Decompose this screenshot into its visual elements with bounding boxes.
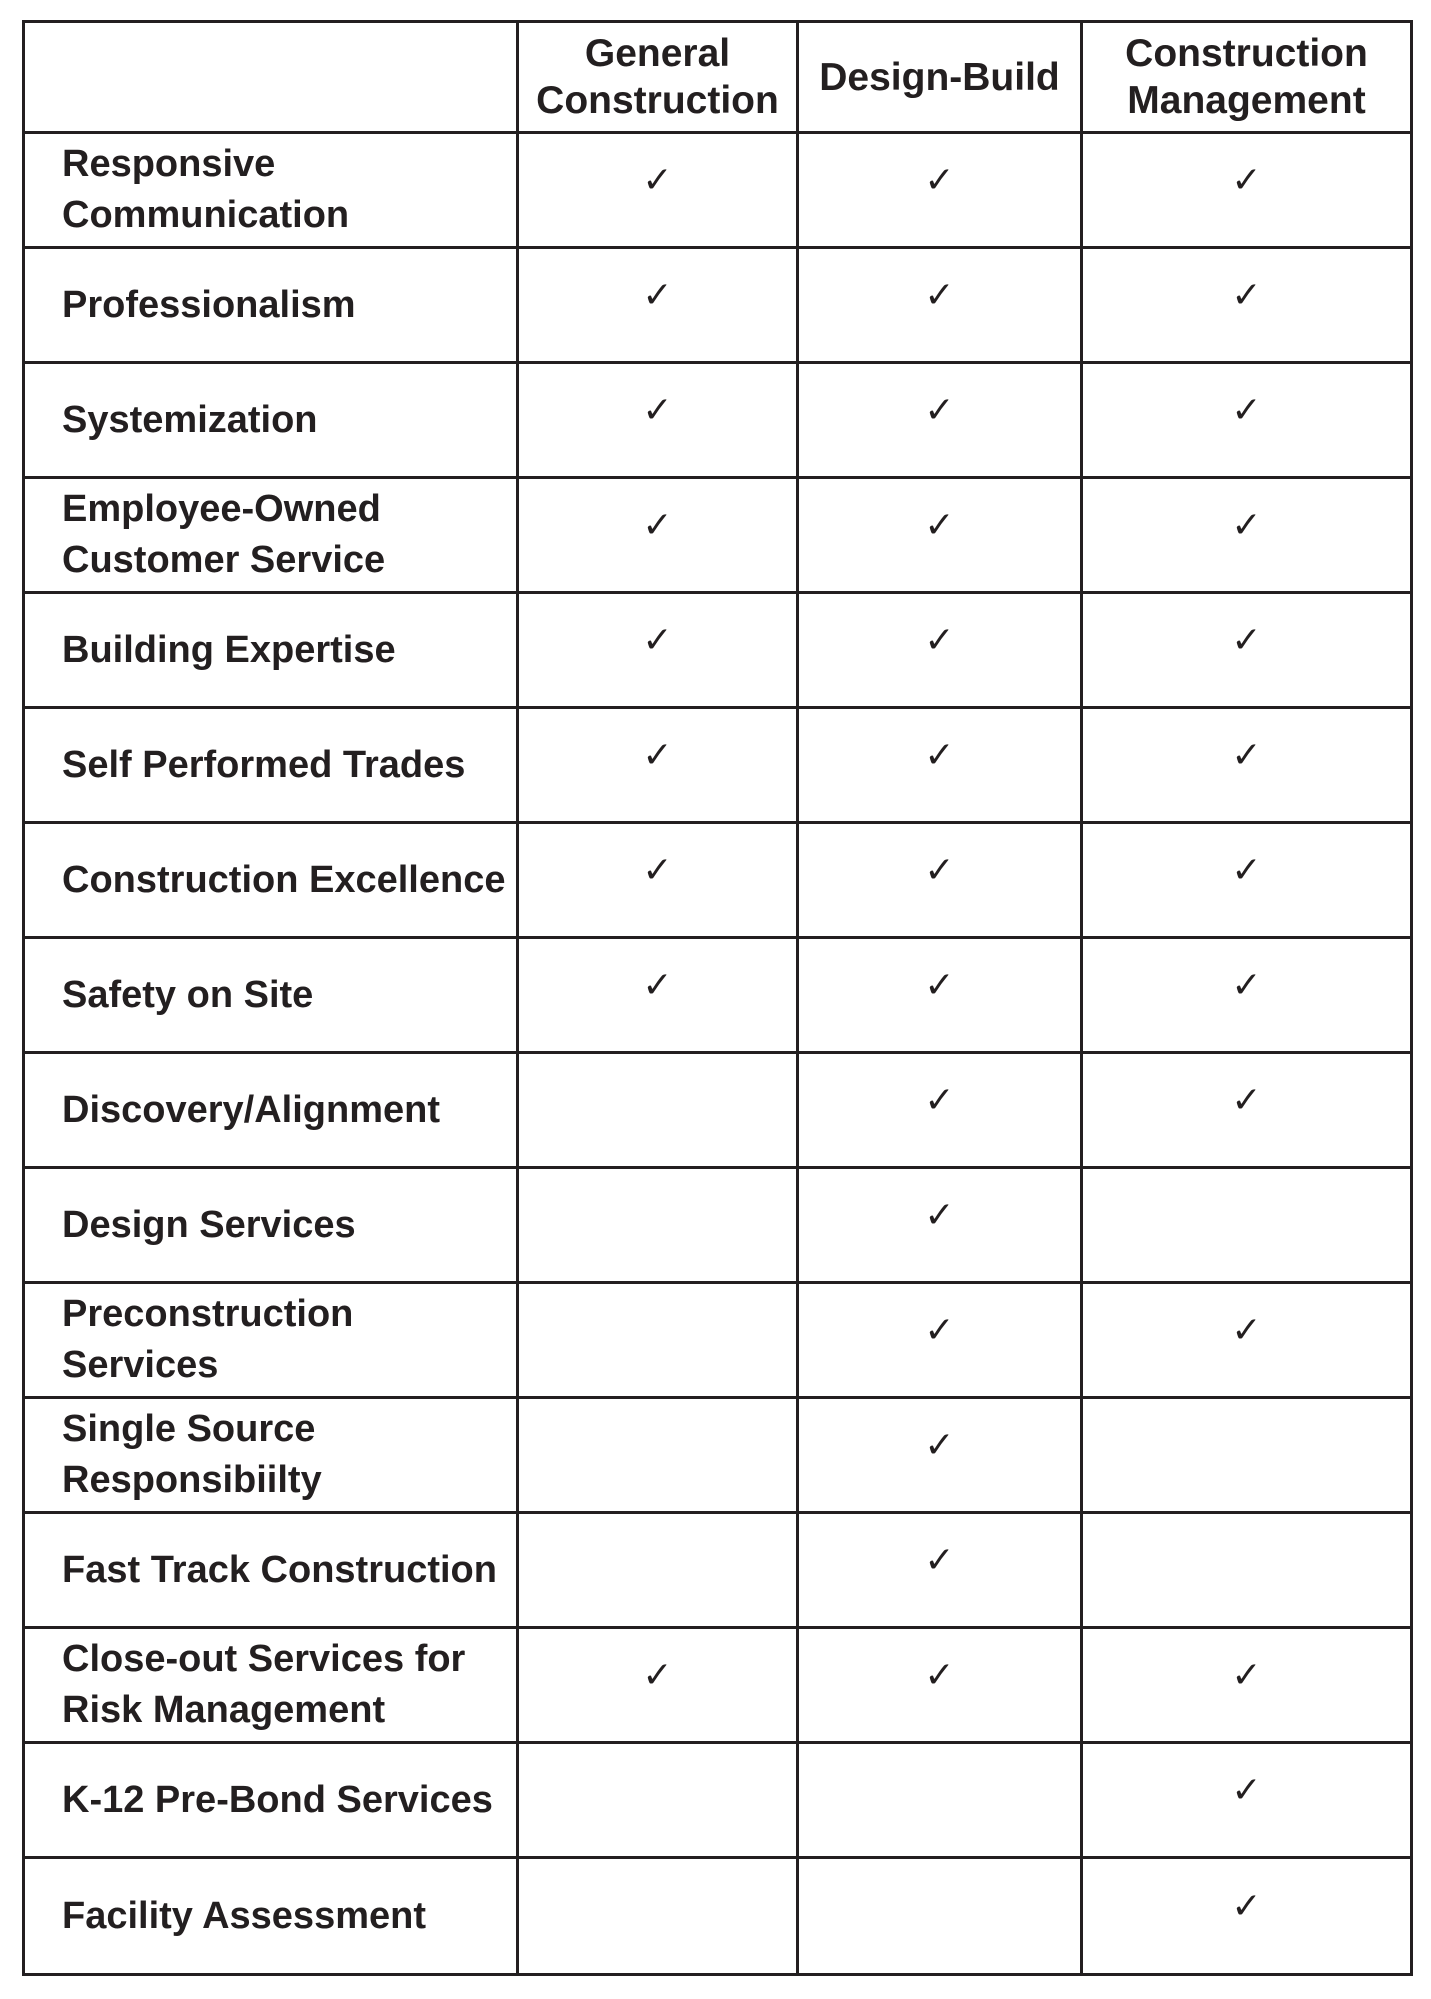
row-feature-label: [24, 1513, 518, 1628]
cell-construction-management: [1082, 1513, 1412, 1628]
checkmark-icon: ✓: [1231, 1655, 1262, 1696]
checkmark-icon: ✓: [1231, 160, 1262, 201]
cell-general-construction: [518, 593, 798, 708]
column-header-line: Construction: [1125, 32, 1368, 75]
row-feature-line: Communication: [62, 194, 350, 236]
cell-design-build: [798, 708, 1082, 823]
checkmark-icon: ✓: [924, 160, 955, 201]
row-feature-line: Systemization: [62, 398, 318, 441]
checkmark-icon: ✓: [1231, 620, 1262, 661]
table-row: [24, 593, 1412, 708]
checkmark-icon: ✓: [1231, 850, 1262, 891]
cell-general-construction: [518, 1743, 798, 1858]
checkmark-icon: ✓: [642, 160, 673, 201]
cell-design-build: [798, 823, 1082, 938]
checkmark-icon: ✓: [642, 390, 673, 431]
cell-construction-management: [1082, 1168, 1412, 1283]
cell-general-construction: [518, 708, 798, 823]
checkmark-icon: ✓: [1231, 505, 1262, 546]
cell-construction-management: [1082, 1628, 1412, 1743]
table-row: [24, 248, 1412, 363]
cell-general-construction: [518, 478, 798, 593]
column-header-line: General: [584, 32, 731, 75]
cell-general-construction: [518, 1628, 798, 1743]
cell-design-build: [798, 1283, 1082, 1398]
table-row: [24, 363, 1412, 478]
column-header-line: Design-Build: [819, 55, 1060, 99]
table-row: [24, 1283, 1412, 1398]
checkmark-icon: ✓: [1231, 1310, 1262, 1351]
row-feature-label: [24, 1168, 518, 1283]
checkmark-icon: ✓: [1231, 735, 1262, 776]
cell-design-build: [798, 133, 1082, 248]
cell-general-construction: [518, 1858, 798, 1975]
checkmark-icon: ✓: [1231, 275, 1262, 316]
cell-construction-management: [1082, 478, 1412, 593]
row-feature-label: [24, 823, 518, 938]
cell-design-build: [798, 1168, 1082, 1283]
row-feature-label: [24, 938, 518, 1053]
header-row: [24, 22, 1412, 133]
row-feature-label: [24, 478, 518, 593]
column-header-general-construction: [518, 22, 798, 133]
row-feature-label: [24, 708, 518, 823]
cell-construction-management: [1082, 1398, 1412, 1513]
row-feature-line: Facility Assessment: [62, 1894, 426, 1937]
cell-design-build: [798, 1513, 1082, 1628]
table-row: [24, 823, 1412, 938]
table-row: [24, 1743, 1412, 1858]
cell-general-construction: [518, 1513, 798, 1628]
checkmark-icon: ✓: [1231, 1886, 1262, 1927]
table-row: [24, 1513, 1412, 1628]
cell-general-construction: [518, 133, 798, 248]
checkmark-icon: ✓: [924, 1540, 955, 1581]
cell-design-build: [798, 1398, 1082, 1513]
row-feature-line: Construction Excellence: [62, 858, 506, 901]
checkmark-icon: ✓: [1231, 965, 1262, 1006]
row-feature-line: Customer Service: [62, 539, 386, 581]
cell-construction-management: [1082, 248, 1412, 363]
cell-construction-management: [1082, 938, 1412, 1053]
cell-general-construction: [518, 363, 798, 478]
row-feature-label: [24, 1858, 518, 1975]
cell-design-build: [798, 248, 1082, 363]
checkmark-icon: ✓: [642, 505, 673, 546]
cell-construction-management: [1082, 1053, 1412, 1168]
table-row: [24, 1398, 1412, 1513]
checkmark-icon: ✓: [642, 620, 673, 661]
row-feature-line: Preconstruction: [62, 1293, 354, 1335]
table-row: [24, 478, 1412, 593]
row-feature-line: Self Performed Trades: [62, 743, 466, 786]
table-row: [24, 1858, 1412, 1975]
table-row: [24, 938, 1412, 1053]
cell-general-construction: [518, 1283, 798, 1398]
cell-design-build: [798, 1053, 1082, 1168]
cell-design-build: [798, 1858, 1082, 1975]
row-feature-line: Risk Management: [62, 1689, 386, 1731]
cell-construction-management: [1082, 823, 1412, 938]
cell-design-build: [798, 593, 1082, 708]
checkmark-icon: ✓: [642, 965, 673, 1006]
row-feature-line: Design Services: [62, 1203, 356, 1246]
header-corner-cell: [24, 22, 518, 133]
row-feature-line: Professionalism: [62, 283, 356, 326]
row-feature-line: Close-out Services for: [62, 1638, 466, 1680]
checkmark-icon: ✓: [642, 850, 673, 891]
checkmark-icon: ✓: [924, 1425, 955, 1466]
cell-construction-management: [1082, 1858, 1412, 1975]
row-feature-line: Responsive: [62, 143, 276, 185]
checkmark-icon: ✓: [924, 1080, 955, 1121]
table-row: [24, 1053, 1412, 1168]
cell-general-construction: [518, 938, 798, 1053]
table-row: [24, 133, 1412, 248]
row-feature-label: [24, 1283, 518, 1398]
checkmark-icon: ✓: [924, 390, 955, 431]
cell-design-build: [798, 1743, 1082, 1858]
cell-construction-management: [1082, 1743, 1412, 1858]
table-row: [24, 708, 1412, 823]
column-header-design-build: [798, 22, 1082, 133]
cell-general-construction: [518, 1053, 798, 1168]
checkmark-icon: ✓: [642, 1655, 673, 1696]
cell-construction-management: [1082, 133, 1412, 248]
cell-design-build: [798, 1628, 1082, 1743]
checkmark-icon: ✓: [924, 965, 955, 1006]
cell-general-construction: [518, 1398, 798, 1513]
checkmark-icon: ✓: [642, 735, 673, 776]
row-feature-line: K-12 Pre-Bond Services: [62, 1778, 493, 1821]
row-feature-label: [24, 593, 518, 708]
checkmark-icon: ✓: [924, 1655, 955, 1696]
row-feature-line: Fast Track Construction: [62, 1548, 497, 1591]
checkmark-icon: ✓: [924, 1195, 955, 1236]
cell-design-build: [798, 478, 1082, 593]
row-feature-line: Employee-Owned: [62, 488, 381, 530]
row-feature-label: [24, 1398, 518, 1513]
cell-general-construction: [518, 248, 798, 363]
checkmark-icon: ✓: [1231, 1770, 1262, 1811]
row-feature-line: Discovery/Alignment: [62, 1088, 440, 1131]
row-feature-label: [24, 1053, 518, 1168]
cell-design-build: [798, 938, 1082, 1053]
row-feature-line: Responsibiilty: [62, 1459, 322, 1501]
cell-construction-management: [1082, 593, 1412, 708]
checkmark-icon: ✓: [924, 735, 955, 776]
checkmark-icon: ✓: [924, 505, 955, 546]
row-feature-label: [24, 133, 518, 248]
column-header-line: Management: [1127, 79, 1366, 122]
cell-design-build: [798, 363, 1082, 478]
checkmark-icon: ✓: [924, 275, 955, 316]
cell-construction-management: [1082, 1283, 1412, 1398]
row-feature-label: [24, 1628, 518, 1743]
column-header-construction-management: [1082, 22, 1412, 133]
table-row: [24, 1168, 1412, 1283]
cell-general-construction: [518, 823, 798, 938]
row-feature-line: Single Source: [62, 1408, 316, 1450]
checkmark-icon: ✓: [1231, 1080, 1262, 1121]
checkmark-icon: ✓: [924, 1310, 955, 1351]
checkmark-icon: ✓: [924, 620, 955, 661]
checkmark-icon: ✓: [1231, 390, 1262, 431]
row-feature-label: [24, 248, 518, 363]
column-header-line: Construction: [536, 79, 779, 122]
cell-construction-management: [1082, 708, 1412, 823]
row-feature-line: Services: [62, 1344, 219, 1386]
service-comparison-table: [22, 20, 1413, 1976]
cell-construction-management: [1082, 363, 1412, 478]
table-body: [24, 133, 1412, 1975]
checkmark-icon: ✓: [642, 275, 673, 316]
row-feature-line: Building Expertise: [62, 628, 396, 671]
row-feature-line: Safety on Site: [62, 973, 314, 1016]
checkmark-icon: ✓: [924, 850, 955, 891]
row-feature-label: [24, 1743, 518, 1858]
cell-general-construction: [518, 1168, 798, 1283]
row-feature-label: [24, 363, 518, 478]
table-row: [24, 1628, 1412, 1743]
